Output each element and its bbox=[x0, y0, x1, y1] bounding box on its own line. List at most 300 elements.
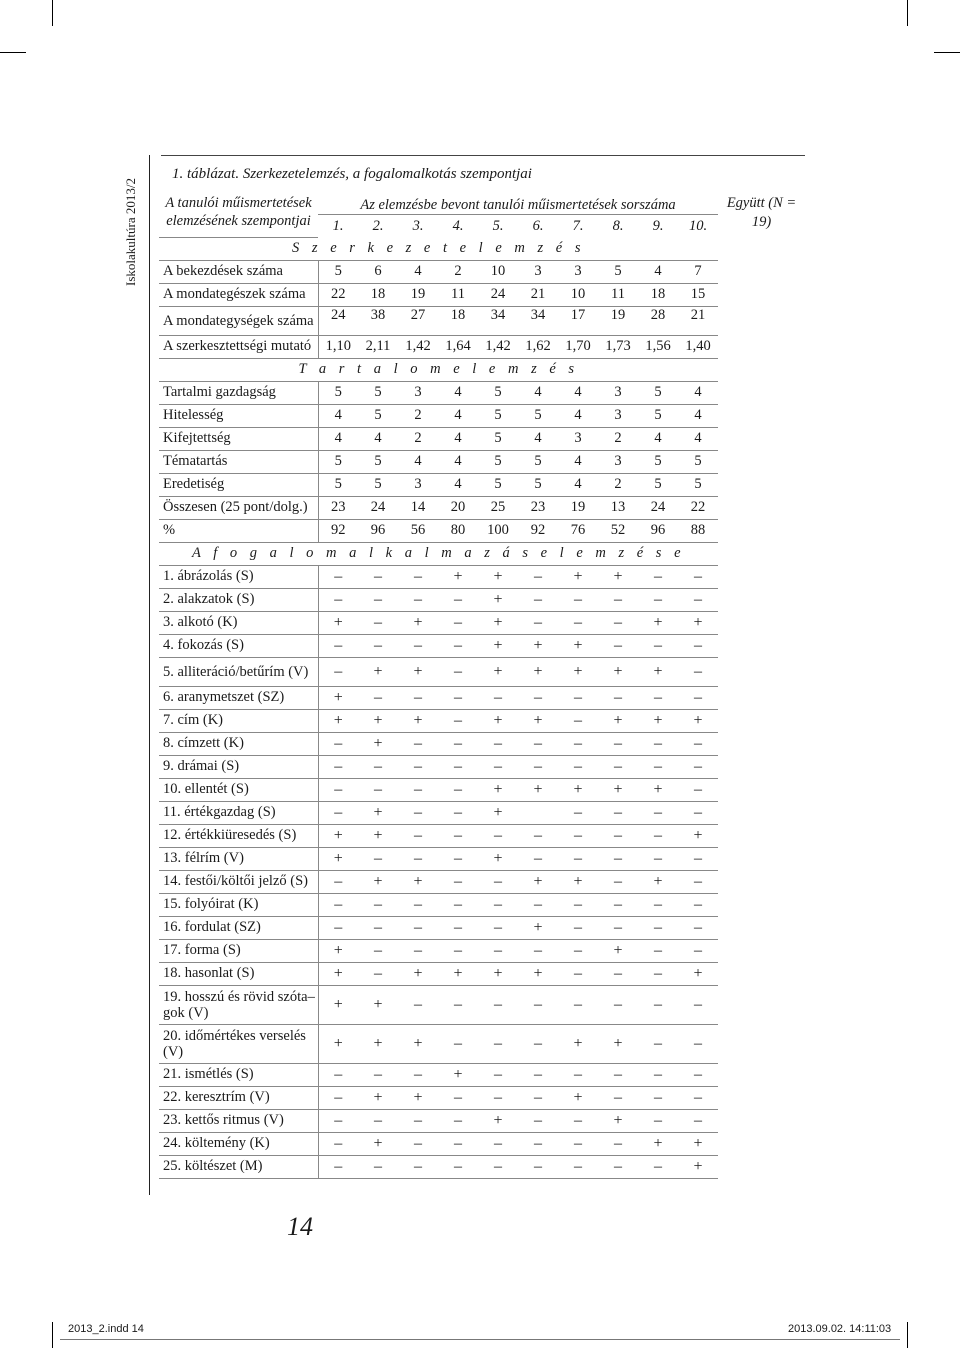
row-label: Összesen (25 pont/dolg.) bbox=[159, 496, 318, 519]
cell-value: 27 bbox=[398, 306, 438, 335]
cell-value: + bbox=[318, 824, 358, 847]
cell-value: + bbox=[478, 801, 518, 824]
cell-value: 5 bbox=[678, 450, 718, 473]
cell-value: 5 bbox=[318, 260, 358, 283]
cell-value: 5 bbox=[358, 450, 398, 473]
table-row bbox=[159, 657, 805, 686]
cell-value: – bbox=[478, 1086, 518, 1109]
cell-value: – bbox=[518, 847, 558, 870]
together-cell bbox=[718, 588, 805, 611]
together-cell bbox=[718, 519, 805, 542]
cell-value: – bbox=[678, 755, 718, 778]
cell-value: – bbox=[558, 962, 598, 985]
together-cell bbox=[718, 1155, 805, 1178]
cell-value: + bbox=[358, 985, 398, 1024]
together-cell bbox=[718, 1063, 805, 1086]
table-row bbox=[159, 283, 805, 306]
cell-value: – bbox=[358, 588, 398, 611]
cell-value: – bbox=[638, 962, 678, 985]
group-header: Az elemzésbe bevont tanulói műismertetések sorszáma bbox=[318, 192, 718, 215]
cell-value: – bbox=[438, 755, 478, 778]
cell-value: + bbox=[358, 801, 398, 824]
cell-value: + bbox=[638, 870, 678, 893]
cell-value: + bbox=[638, 709, 678, 732]
together-cell bbox=[718, 1109, 805, 1132]
cell-value: + bbox=[318, 939, 358, 962]
cell-value: – bbox=[518, 732, 558, 755]
cell-value: + bbox=[518, 657, 558, 686]
row-label: 7. cím (K) bbox=[159, 709, 318, 732]
cell-value: 2 bbox=[398, 404, 438, 427]
cell-value: + bbox=[358, 709, 398, 732]
cell-value: + bbox=[398, 709, 438, 732]
cell-value: 100 bbox=[478, 519, 518, 542]
row-label: A mondategységek száma bbox=[159, 306, 318, 335]
cell-value: – bbox=[638, 893, 678, 916]
cell-value: + bbox=[358, 1132, 398, 1155]
row-label: 23. kettős ritmus (V) bbox=[159, 1109, 318, 1132]
cell-value: 5 bbox=[358, 381, 398, 404]
together-cell bbox=[718, 732, 805, 755]
cell-value: – bbox=[518, 755, 558, 778]
cell-value: – bbox=[598, 732, 638, 755]
together-cell bbox=[718, 306, 805, 335]
row-label: 10. ellentét (S) bbox=[159, 778, 318, 801]
cell-value: 92 bbox=[518, 519, 558, 542]
cell-value: – bbox=[558, 939, 598, 962]
cell-value: 24 bbox=[638, 496, 678, 519]
section-row bbox=[159, 358, 805, 381]
cell-value: + bbox=[598, 939, 638, 962]
table-row bbox=[159, 519, 805, 542]
cell-value: + bbox=[558, 634, 598, 657]
cell-value: 10 bbox=[478, 260, 518, 283]
cell-value: – bbox=[678, 916, 718, 939]
cell-value: – bbox=[598, 755, 638, 778]
cell-value: 52 bbox=[598, 519, 638, 542]
cell-value: 5 bbox=[638, 473, 678, 496]
together-cell bbox=[718, 686, 805, 709]
cell-value: + bbox=[558, 657, 598, 686]
cell-value: 5 bbox=[638, 381, 678, 404]
cell-value: + bbox=[518, 709, 558, 732]
cell-value: + bbox=[478, 1109, 518, 1132]
cell-value: – bbox=[678, 1086, 718, 1109]
cell-value: – bbox=[358, 778, 398, 801]
together-cell bbox=[718, 916, 805, 939]
cell-value: + bbox=[318, 985, 358, 1024]
cell-value: 96 bbox=[638, 519, 678, 542]
cell-value: – bbox=[478, 916, 518, 939]
cell-value: – bbox=[638, 732, 678, 755]
cell-value: – bbox=[398, 634, 438, 657]
cell-value: – bbox=[518, 588, 558, 611]
crop-mark bbox=[934, 52, 960, 53]
cell-value: – bbox=[358, 939, 398, 962]
together-cell bbox=[718, 962, 805, 985]
cell-value: – bbox=[358, 565, 398, 588]
cell-value: – bbox=[438, 588, 478, 611]
cell-value: + bbox=[358, 870, 398, 893]
cell-value: 3 bbox=[558, 427, 598, 450]
cell-value: 4 bbox=[438, 381, 478, 404]
cell-value: + bbox=[518, 916, 558, 939]
together-cell bbox=[718, 611, 805, 634]
cell-value: 5 bbox=[518, 473, 558, 496]
cell-value: 4 bbox=[678, 381, 718, 404]
row-label: 13. félrím (V) bbox=[159, 847, 318, 870]
cell-value: – bbox=[318, 1155, 358, 1178]
cell-value: 1,42 bbox=[478, 335, 518, 358]
cell-value: 1,64 bbox=[438, 335, 478, 358]
table-row bbox=[159, 473, 805, 496]
cell-value: 4 bbox=[678, 404, 718, 427]
cell-value: 34 bbox=[518, 306, 558, 335]
cell-value: – bbox=[398, 1109, 438, 1132]
cell-value: + bbox=[478, 847, 518, 870]
together-cell bbox=[718, 755, 805, 778]
cell-value: + bbox=[678, 824, 718, 847]
cell-value: 21 bbox=[518, 283, 558, 306]
cell-value: 92 bbox=[318, 519, 358, 542]
cell-value: 4 bbox=[638, 427, 678, 450]
cell-value: – bbox=[678, 939, 718, 962]
cell-value: 13 bbox=[598, 496, 638, 519]
cell-value: – bbox=[518, 1063, 558, 1086]
cell-value: – bbox=[318, 893, 358, 916]
table-row bbox=[159, 634, 805, 657]
cell-value: – bbox=[518, 565, 558, 588]
cell-value: + bbox=[478, 657, 518, 686]
cell-value: + bbox=[558, 1024, 598, 1063]
column-number: 3. bbox=[412, 217, 424, 234]
cell-value: – bbox=[398, 985, 438, 1024]
table-row bbox=[159, 985, 805, 1024]
row-label: 20. időmértékes verselés (V) bbox=[159, 1024, 318, 1063]
together-cell bbox=[718, 427, 805, 450]
together-cell bbox=[718, 496, 805, 519]
cell-value: + bbox=[358, 824, 398, 847]
cell-value: 1,10 bbox=[318, 335, 358, 358]
cell-value: – bbox=[678, 985, 718, 1024]
cell-value: – bbox=[518, 985, 558, 1024]
row-label: 17. forma (S) bbox=[159, 939, 318, 962]
cell-value: + bbox=[558, 778, 598, 801]
cell-value: – bbox=[518, 824, 558, 847]
cell-value: – bbox=[478, 1024, 518, 1063]
cell-value: – bbox=[598, 801, 638, 824]
cell-value: 1,40 bbox=[678, 335, 718, 358]
row-label: 6. aranymetszet (SZ) bbox=[159, 686, 318, 709]
cell-value: + bbox=[318, 611, 358, 634]
cell-value: 18 bbox=[358, 283, 398, 306]
cell-value: + bbox=[318, 847, 358, 870]
together-cell bbox=[718, 657, 805, 686]
cell-value: 24 bbox=[478, 283, 518, 306]
cell-value: – bbox=[678, 1109, 718, 1132]
footer-file: 2013_2.indd 14 bbox=[68, 1323, 144, 1335]
together-cell bbox=[718, 870, 805, 893]
cell-value: – bbox=[678, 565, 718, 588]
cell-value: – bbox=[678, 732, 718, 755]
cell-value: – bbox=[358, 1155, 398, 1178]
cell-value: – bbox=[518, 1024, 558, 1063]
cell-value: 88 bbox=[678, 519, 718, 542]
cell-value: – bbox=[678, 778, 718, 801]
cell-value: – bbox=[638, 1024, 678, 1063]
cell-value: – bbox=[398, 1155, 438, 1178]
cell-value: – bbox=[638, 801, 678, 824]
cell-value: – bbox=[398, 778, 438, 801]
cell-value: – bbox=[318, 732, 358, 755]
cell-value: 5 bbox=[358, 473, 398, 496]
together-cell bbox=[718, 801, 805, 824]
cell-value: – bbox=[478, 1063, 518, 1086]
cell-value: – bbox=[558, 893, 598, 916]
cell-value: 5 bbox=[318, 381, 358, 404]
cell-value: 34 bbox=[478, 306, 518, 335]
cell-value: 5 bbox=[478, 427, 518, 450]
cell-value: – bbox=[318, 870, 358, 893]
table-caption: 1. táblázat. Szerkezetelemzés, a fogalomalkotás szempontjai bbox=[172, 166, 532, 182]
cell-value: – bbox=[518, 686, 558, 709]
row-label: 21. ismétlés (S) bbox=[159, 1063, 318, 1086]
cell-value: 4 bbox=[398, 260, 438, 283]
cell-value: – bbox=[318, 755, 358, 778]
top-rule bbox=[161, 155, 805, 156]
cell-value: – bbox=[558, 611, 598, 634]
cell-value: – bbox=[478, 824, 518, 847]
cell-value: 3 bbox=[558, 260, 598, 283]
cell-value: 4 bbox=[358, 427, 398, 450]
together-cell bbox=[718, 778, 805, 801]
cell-value: – bbox=[678, 847, 718, 870]
cell-value: – bbox=[638, 824, 678, 847]
cell-value bbox=[518, 801, 558, 824]
cell-value: – bbox=[438, 1024, 478, 1063]
header-row bbox=[159, 192, 805, 215]
cell-value: + bbox=[518, 778, 558, 801]
cell-value: – bbox=[478, 870, 518, 893]
cell-value: – bbox=[598, 962, 638, 985]
table-row bbox=[159, 611, 805, 634]
cell-value: – bbox=[438, 686, 478, 709]
row-label: A mondategészek száma bbox=[159, 283, 318, 306]
cell-value: – bbox=[638, 939, 678, 962]
cell-value: + bbox=[318, 1024, 358, 1063]
cell-value: – bbox=[438, 985, 478, 1024]
together-cell bbox=[718, 565, 805, 588]
cell-value: + bbox=[678, 709, 718, 732]
row-label: 15. folyóirat (K) bbox=[159, 893, 318, 916]
cell-value: + bbox=[398, 611, 438, 634]
cell-value: 6 bbox=[358, 260, 398, 283]
column-number: 6. bbox=[532, 217, 544, 234]
cell-value: – bbox=[598, 916, 638, 939]
row-label: 16. fordulat (SZ) bbox=[159, 916, 318, 939]
cell-value: – bbox=[518, 939, 558, 962]
cell-value: – bbox=[398, 588, 438, 611]
cell-value: – bbox=[558, 1063, 598, 1086]
cell-value: 10 bbox=[558, 283, 598, 306]
cell-value: – bbox=[398, 565, 438, 588]
cell-value: + bbox=[518, 870, 558, 893]
cell-value: – bbox=[398, 1132, 438, 1155]
cell-value: + bbox=[478, 962, 518, 985]
cell-value: 3 bbox=[598, 381, 638, 404]
together-cell bbox=[718, 335, 805, 358]
cell-value: + bbox=[478, 709, 518, 732]
cell-value: – bbox=[558, 588, 598, 611]
cell-value: – bbox=[318, 1086, 358, 1109]
cell-value: 1,62 bbox=[518, 335, 558, 358]
cell-value: – bbox=[438, 778, 478, 801]
cell-value: 4 bbox=[438, 473, 478, 496]
row-label: 5. alliteráció/betűrím (V) bbox=[159, 657, 318, 686]
row-label: 1. ábrázolás (S) bbox=[159, 565, 318, 588]
column-number: 5. bbox=[492, 217, 504, 234]
cell-value: + bbox=[638, 611, 678, 634]
cell-value: + bbox=[598, 1024, 638, 1063]
cell-value: – bbox=[518, 1086, 558, 1109]
row-label: 24. költemény (K) bbox=[159, 1132, 318, 1155]
row-label: 4. fokozás (S) bbox=[159, 634, 318, 657]
row-label: 22. keresztrím (V) bbox=[159, 1086, 318, 1109]
cell-value: + bbox=[438, 1063, 478, 1086]
cell-value: 5 bbox=[478, 450, 518, 473]
cell-value: – bbox=[438, 1155, 478, 1178]
cell-value: + bbox=[478, 588, 518, 611]
cell-value: + bbox=[478, 611, 518, 634]
cell-value: + bbox=[438, 962, 478, 985]
cell-value: + bbox=[398, 657, 438, 686]
cell-value: – bbox=[478, 893, 518, 916]
row-label: 18. hasonlat (S) bbox=[159, 962, 318, 985]
cell-value: + bbox=[598, 709, 638, 732]
cell-value: – bbox=[638, 565, 678, 588]
row-label: 11. értékgazdag (S) bbox=[159, 801, 318, 824]
cell-value: 3 bbox=[398, 381, 438, 404]
row-label: 9. drámai (S) bbox=[159, 755, 318, 778]
cell-value: – bbox=[478, 755, 518, 778]
table-row bbox=[159, 1132, 805, 1155]
row-label: Tartalmi gazdagság bbox=[159, 381, 318, 404]
cell-value: 2 bbox=[598, 427, 638, 450]
cell-value: – bbox=[398, 847, 438, 870]
footer-rule bbox=[60, 1339, 900, 1340]
cell-value: 20 bbox=[438, 496, 478, 519]
column-number: 1. bbox=[332, 217, 344, 234]
cell-value: 19 bbox=[558, 496, 598, 519]
table-row bbox=[159, 306, 805, 335]
cell-value: 96 bbox=[358, 519, 398, 542]
cell-value: – bbox=[598, 634, 638, 657]
cell-value: + bbox=[558, 565, 598, 588]
cell-value: – bbox=[598, 985, 638, 1024]
table-row bbox=[159, 870, 805, 893]
cell-value: – bbox=[518, 1132, 558, 1155]
section-row bbox=[159, 237, 805, 260]
together-cell bbox=[718, 381, 805, 404]
cell-value: + bbox=[678, 1155, 718, 1178]
table-row bbox=[159, 962, 805, 985]
cell-value: – bbox=[358, 686, 398, 709]
table-row bbox=[159, 732, 805, 755]
cell-value: – bbox=[558, 824, 598, 847]
cell-value: + bbox=[478, 565, 518, 588]
cell-value: – bbox=[318, 801, 358, 824]
cell-value: – bbox=[558, 709, 598, 732]
cell-value: – bbox=[318, 778, 358, 801]
cell-value: – bbox=[358, 611, 398, 634]
cell-value: – bbox=[438, 634, 478, 657]
cell-value: 4 bbox=[558, 450, 598, 473]
row-label: 25. költészet (M) bbox=[159, 1155, 318, 1178]
row-label: 8. címzett (K) bbox=[159, 732, 318, 755]
cell-value: – bbox=[318, 1132, 358, 1155]
cell-value: – bbox=[678, 657, 718, 686]
cell-value: 5 bbox=[638, 404, 678, 427]
table-row bbox=[159, 686, 805, 709]
cell-value: + bbox=[598, 778, 638, 801]
cell-value: – bbox=[438, 611, 478, 634]
cell-value: – bbox=[598, 847, 638, 870]
cell-value: 5 bbox=[598, 260, 638, 283]
together-cell bbox=[718, 634, 805, 657]
table-row bbox=[159, 427, 805, 450]
cell-value: 5 bbox=[318, 473, 358, 496]
cell-value: – bbox=[438, 709, 478, 732]
table-row bbox=[159, 496, 805, 519]
margin-divider bbox=[149, 155, 150, 1195]
row-label: % bbox=[159, 519, 318, 542]
cell-value: – bbox=[558, 755, 598, 778]
row-label: A bekezdések száma bbox=[159, 260, 318, 283]
cell-value: 22 bbox=[318, 283, 358, 306]
table-row bbox=[159, 1024, 805, 1063]
cell-value: – bbox=[558, 916, 598, 939]
cell-value: – bbox=[638, 755, 678, 778]
cell-value: 23 bbox=[518, 496, 558, 519]
row-label: Hitelesség bbox=[159, 404, 318, 427]
cell-value: 3 bbox=[398, 473, 438, 496]
cell-value: + bbox=[398, 962, 438, 985]
cell-value: – bbox=[678, 1024, 718, 1063]
cell-value: 4 bbox=[638, 260, 678, 283]
cell-value: – bbox=[678, 634, 718, 657]
cell-value: 24 bbox=[358, 496, 398, 519]
column-number: 2. bbox=[372, 217, 384, 234]
together-cell bbox=[718, 1024, 805, 1063]
together-cell bbox=[718, 893, 805, 916]
cell-value: – bbox=[478, 1132, 518, 1155]
crop-mark bbox=[52, 0, 53, 26]
cell-value: 5 bbox=[478, 404, 518, 427]
row-label: 3. alkotó (K) bbox=[159, 611, 318, 634]
crop-mark bbox=[907, 0, 908, 26]
cell-value: + bbox=[598, 565, 638, 588]
cell-value: – bbox=[678, 870, 718, 893]
cell-value: 25 bbox=[478, 496, 518, 519]
table-row bbox=[159, 824, 805, 847]
cell-value: + bbox=[438, 565, 478, 588]
cell-value: 5 bbox=[358, 404, 398, 427]
cell-value: – bbox=[518, 1109, 558, 1132]
cell-value: 18 bbox=[638, 283, 678, 306]
cell-value: – bbox=[638, 686, 678, 709]
cell-value: + bbox=[478, 778, 518, 801]
cell-value: – bbox=[598, 588, 638, 611]
